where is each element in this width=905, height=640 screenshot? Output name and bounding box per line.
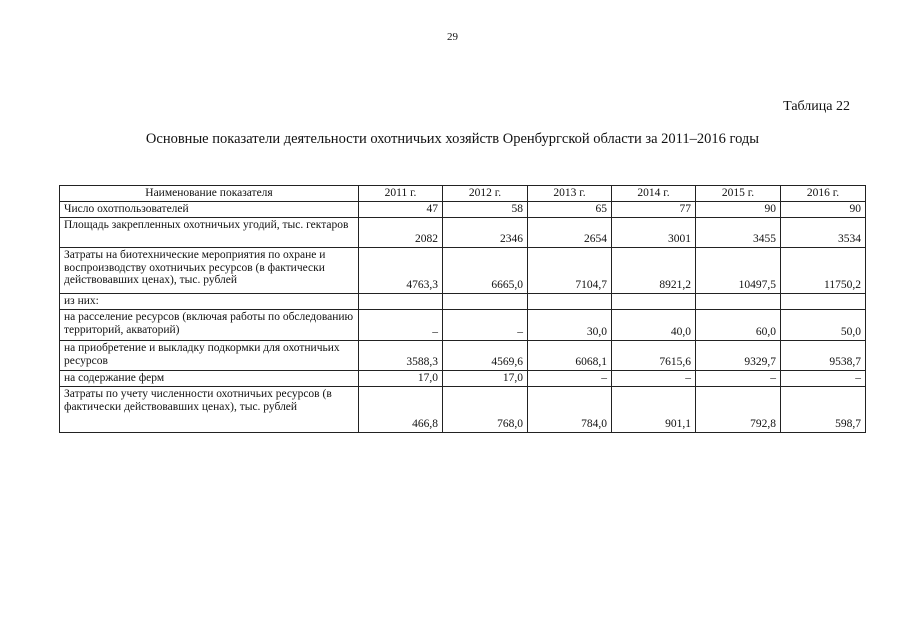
- row-label: на содержание ферм: [60, 371, 359, 387]
- cell-value: 90: [696, 202, 781, 218]
- cell-value: 30,0: [528, 310, 612, 341]
- cell-value: 2082: [359, 218, 443, 248]
- table-row: [60, 310, 866, 341]
- cell-value: [528, 294, 612, 310]
- cell-value: 3588,3: [359, 341, 443, 371]
- cell-value: 7615,6: [612, 341, 696, 371]
- cell-value: 784,0: [528, 387, 612, 433]
- header-year-2012: 2012 г.: [443, 186, 528, 202]
- row-label: на приобретение и выкладку подкормки для охотничьих ресурсов: [60, 341, 359, 371]
- cell-value: 6068,1: [528, 341, 612, 371]
- header-indicator: Наименование показателя: [60, 186, 359, 202]
- cell-value: 768,0: [443, 387, 528, 433]
- cell-value: 2654: [528, 218, 612, 248]
- table-row: [60, 341, 866, 371]
- header-year-2011: 2011 г.: [359, 186, 443, 202]
- row-label: Число охотпользователей: [60, 202, 359, 218]
- cell-value: 65: [528, 202, 612, 218]
- cell-value: [359, 294, 443, 310]
- row-label: Площадь закрепленных охотничьих угодий, тыс. гектаров: [60, 218, 359, 248]
- indicators-table: [59, 185, 866, 433]
- cell-value: 11750,2: [781, 248, 866, 294]
- cell-value: 17,0: [359, 371, 443, 387]
- cell-value: –: [443, 310, 528, 341]
- cell-value: 7104,7: [528, 248, 612, 294]
- cell-value: [781, 294, 866, 310]
- header-year-2014: 2014 г.: [612, 186, 696, 202]
- table-row: [60, 387, 866, 433]
- row-label: на расселение ресурсов (включая работы по обследованию территорий, акваторий): [60, 310, 359, 341]
- cell-value: 598,7: [781, 387, 866, 433]
- page-number: 29: [447, 31, 458, 43]
- row-label: Затраты по учету численности охотничьих ресурсов (в фактически действовавших ценах), тыс. рублей: [60, 387, 359, 433]
- row-label: Затраты на биотехнические мероприятия по охране и воспроизводству охотничьих ресурсов (в фактически действовавших ценах), тыс. рублей: [60, 248, 359, 294]
- header-year-2013: 2013 г.: [528, 186, 612, 202]
- cell-value: 50,0: [781, 310, 866, 341]
- cell-value: 8921,2: [612, 248, 696, 294]
- cell-value: 9538,7: [781, 341, 866, 371]
- cell-value: 40,0: [612, 310, 696, 341]
- table-row: [60, 294, 866, 310]
- cell-value: –: [528, 371, 612, 387]
- table-header-row: [60, 186, 866, 202]
- cell-value: 58: [443, 202, 528, 218]
- table-row: [60, 371, 866, 387]
- cell-value: 47: [359, 202, 443, 218]
- cell-value: 9329,7: [696, 341, 781, 371]
- cell-value: 792,8: [696, 387, 781, 433]
- cell-value: 17,0: [443, 371, 528, 387]
- cell-value: 77: [612, 202, 696, 218]
- cell-value: 4569,6: [443, 341, 528, 371]
- table-row: [60, 248, 866, 294]
- cell-value: 3455: [696, 218, 781, 248]
- cell-value: 3001: [612, 218, 696, 248]
- table-label: Таблица 22: [783, 99, 850, 114]
- cell-value: –: [612, 371, 696, 387]
- cell-value: –: [359, 310, 443, 341]
- table-row: [60, 218, 866, 248]
- header-year-2015: 2015 г.: [696, 186, 781, 202]
- page-title: Основные показатели деятельности охотничьих хозяйств Оренбургской области за 2011–2016 годы: [145, 131, 760, 147]
- table-row: [60, 202, 866, 218]
- row-label: из них:: [60, 294, 359, 310]
- cell-value: [443, 294, 528, 310]
- cell-value: 4763,3: [359, 248, 443, 294]
- cell-value: 90: [781, 202, 866, 218]
- cell-value: 60,0: [696, 310, 781, 341]
- cell-value: 3534: [781, 218, 866, 248]
- cell-value: [612, 294, 696, 310]
- cell-value: 10497,5: [696, 248, 781, 294]
- header-year-2016: 2016 г.: [781, 186, 866, 202]
- cell-value: 6665,0: [443, 248, 528, 294]
- cell-value: [696, 294, 781, 310]
- cell-value: –: [781, 371, 866, 387]
- cell-value: 466,8: [359, 387, 443, 433]
- cell-value: 2346: [443, 218, 528, 248]
- cell-value: –: [696, 371, 781, 387]
- cell-value: 901,1: [612, 387, 696, 433]
